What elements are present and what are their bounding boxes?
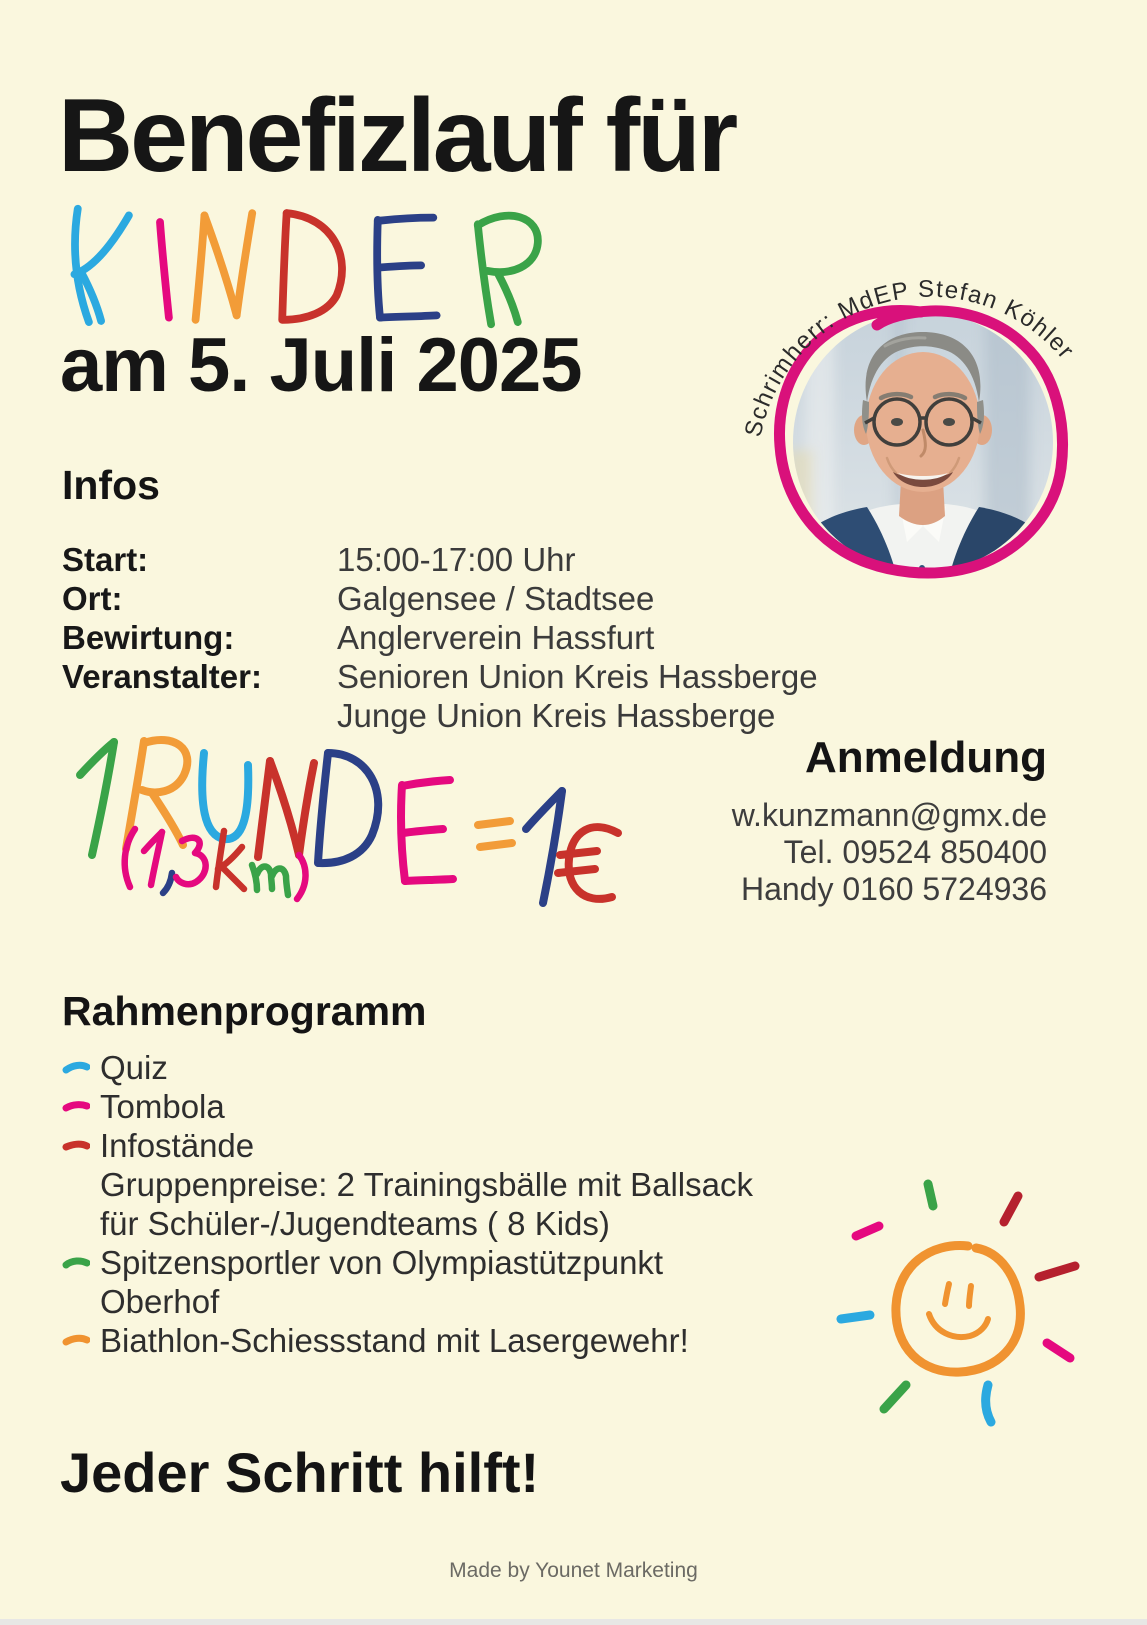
- program-item: [62, 1087, 753, 1126]
- program-item-label: für Schüler-/Jugendteams ( 8 Kids): [100, 1205, 610, 1242]
- bullet-dash-icon: [62, 1137, 90, 1153]
- info-row: [62, 696, 818, 735]
- program-item-continuation: [62, 1165, 753, 1204]
- slogan: Jeder Schritt hilft!: [60, 1441, 540, 1504]
- anmeldung-heading: Anmeldung: [805, 733, 1047, 782]
- info-value: Senioren Union Kreis Hassberge: [337, 658, 818, 695]
- sun-face: [929, 1284, 988, 1337]
- sun-ray: [1004, 1196, 1018, 1222]
- comma: [163, 873, 172, 893]
- program-item: [62, 1126, 753, 1165]
- euro-sign: [558, 827, 618, 899]
- anmeldung-block: [732, 733, 1047, 908]
- sun-ray: [841, 1315, 870, 1319]
- program-list: [62, 1048, 753, 1360]
- lap-price-hand-lettering: [52, 733, 632, 910]
- unit-m: [252, 865, 288, 895]
- bullet-dash-icon: [62, 1098, 90, 1114]
- anmeldung-tel: Tel. 09524 850400: [783, 834, 1047, 870]
- price-digit-1: [526, 791, 562, 903]
- runde-digit-1: [80, 742, 114, 855]
- runde-letter-e: [401, 780, 453, 881]
- info-label: Start:: [62, 541, 149, 578]
- program-heading: Rahmenprogramm: [62, 988, 427, 1034]
- info-value: Galgensee / Stadtsee: [337, 580, 655, 617]
- footer-credit: Made by Younet Marketing: [449, 1559, 698, 1582]
- anmeldung-mobile: Handy 0160 5724936: [740, 871, 1047, 907]
- info-row: [62, 540, 818, 579]
- letter-i: [160, 222, 169, 318]
- info-row: [62, 579, 818, 618]
- bullet-dash-icon: [62, 1332, 90, 1348]
- letter-e: [377, 218, 437, 318]
- program-item-label: Infostände: [100, 1127, 255, 1164]
- infos-table: [62, 540, 818, 735]
- date-line: am 5. Juli 2025: [60, 323, 582, 408]
- program-item-label: Spitzensportler von Olympiastützpunkt: [100, 1244, 664, 1281]
- program-item-label: Tombola: [100, 1088, 225, 1125]
- program-item-label: Quiz: [100, 1049, 168, 1086]
- bottom-strip: [0, 1619, 1147, 1625]
- letter-d: [282, 213, 342, 320]
- info-label: Ort:: [62, 580, 123, 617]
- info-row: [62, 618, 818, 657]
- program-item: [62, 1243, 753, 1282]
- info-row: [62, 657, 818, 696]
- sun-ray: [856, 1226, 879, 1236]
- sun-body: [896, 1246, 1021, 1373]
- program-item-continuation: [62, 1204, 753, 1243]
- program-item: [62, 1048, 753, 1087]
- runde-letter-u: [202, 753, 248, 839]
- sun-ray: [928, 1184, 933, 1206]
- sun-ray: [1039, 1266, 1075, 1277]
- runde-letter-d: [318, 753, 378, 863]
- anmeldung-email: w.kunzmann@gmx.de: [731, 797, 1047, 833]
- close-paren: [297, 855, 306, 899]
- sun-ray: [986, 1385, 991, 1422]
- page-title: Benefizlauf für: [58, 78, 736, 194]
- program-item-label: Biathlon-Schiessstand mit Lasergewehr!: [100, 1322, 689, 1359]
- bullet-dash-icon: [62, 1254, 90, 1270]
- letter-r: [478, 216, 538, 325]
- infos-heading: Infos: [62, 462, 160, 508]
- program-item-label: Oberhof: [100, 1283, 220, 1320]
- bullet-dash-icon: [62, 1059, 90, 1075]
- info-label: [62, 696, 337, 735]
- distance-digit-1: [144, 832, 162, 885]
- kinder-hand-lettering: [60, 204, 560, 329]
- equals-sign: [478, 821, 512, 847]
- letter-k: [74, 209, 128, 322]
- letter-n: [196, 213, 253, 320]
- program-item-label: Gruppenpreise: 2 Trainingsbälle mit Ballsack: [100, 1166, 753, 1203]
- info-value: Anglerverein Hassfurt: [337, 619, 655, 656]
- sun-ray: [1047, 1343, 1070, 1358]
- info-label: Bewirtung:: [62, 619, 235, 656]
- sun-ray: [884, 1385, 906, 1409]
- patron-arc-caption: Schrimherr: MdEP Stefan Köhler: [739, 275, 1080, 440]
- info-value: Junge Union Kreis Hassberge: [337, 697, 776, 734]
- info-value: 15:00-17:00 Uhr: [337, 541, 576, 578]
- program-item-continuation: [62, 1282, 753, 1321]
- runde-letter-n: [258, 761, 314, 857]
- sun-drawing: [818, 1158, 1098, 1438]
- program-item: [62, 1321, 753, 1360]
- info-label: Veranstalter:: [62, 658, 262, 695]
